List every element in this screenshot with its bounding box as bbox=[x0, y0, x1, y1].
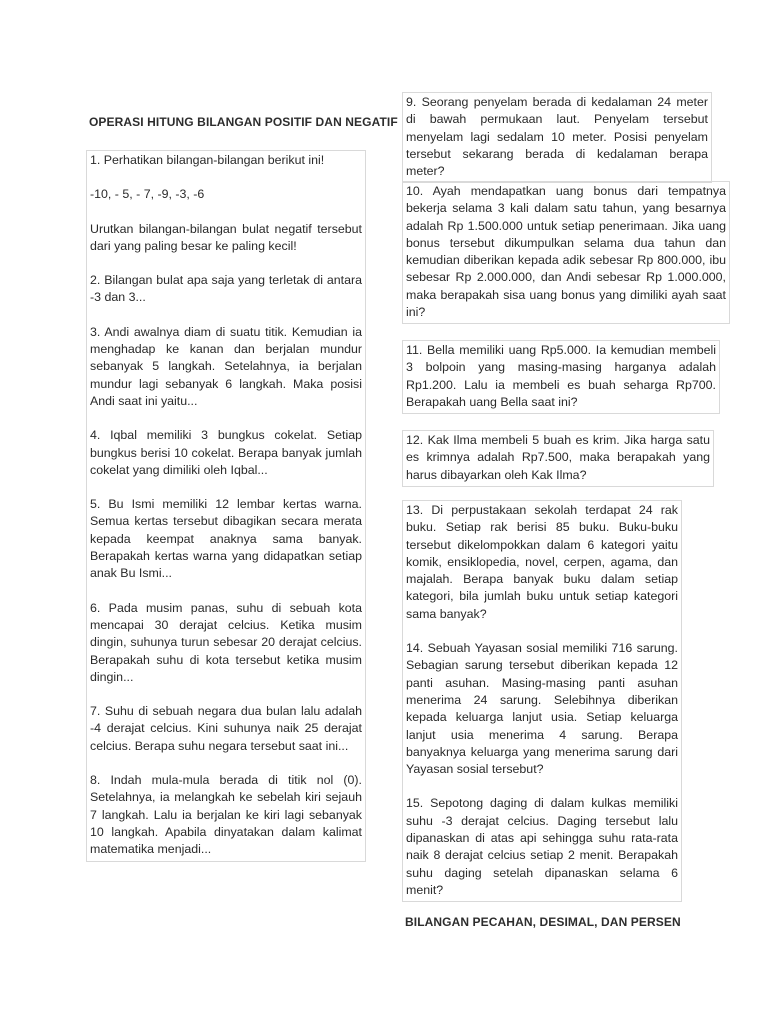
question-8: 8. Indah mula-mula berada di titik nol (0). Setelahnya, ia melangkah ke sebelah kiri sejauh 7 langkah. Lalu ia berjalan ke kiri lagi sebanyak 10 langkah. Apabila dinyatakan dalam kalimat matematika menjadi... bbox=[90, 773, 362, 857]
question-15: 15. Sepotong daging di dalam kulkas memiliki suhu -3 derajat celcius. Daging tersebut lalu dipanaskan di atas api sehingga suhu rata-rata naik 8 derajat celcius setiap 2 menit. Berapakah suhu daging setelah dipanaskan selama 6 menit? bbox=[406, 796, 678, 897]
question-11: 11. Bella memiliki uang Rp5.000. Ia kemudian membeli 3 bolpoin yang masing-masing harganya adalah Rp1.200. Lalu ia membeli es buah seharga Rp700. Berapakah uang Bella saat ini? bbox=[406, 343, 716, 409]
left-questions-box bbox=[86, 150, 366, 862]
question-1-numbers: -10, - 5, - 7, -9, -3, -6 bbox=[90, 187, 205, 202]
question-10: 10. Ayah mendapatkan uang bonus dari tempatnya bekerja selama 3 kali dalam satu tahun, yang besarnya adalah Rp 1.500.000 untuk setiap penerimaan. Jika uang bonus tersebut dikumpulkan selama dua tahun dan kemudian diberikan kepada adik sebesar Rp 800.000, ibu sebesar Rp 2.000.000, dan Andi sebesar Rp 1.000.000, maka berapakah sisa uang bonus yang dimiliki ayah saat ini? bbox=[406, 184, 726, 320]
question-4: 4. Iqbal memiliki 3 bungkus cokelat. Setiap bungkus berisi 10 cokelat. Berapa banyak jumlah cokelat yang dimiliki oleh Iqbal... bbox=[90, 428, 362, 477]
question-1-task: Urutkan bilangan-bilangan bulat negatif tersebut dari yang paling besar ke paling kecil! bbox=[90, 221, 362, 253]
question-3: 3. Andi awalnya diam di suatu titik. Kemudian ia menghadap ke kanan dan berjalan mundur sebanyak 5 langkah. Setelahnya, ia berjalan mundur lagi sebanyak 6 langkah. Maka posisi Andi saat ini yaitu... bbox=[90, 324, 362, 408]
question-1-intro: 1. Perhatikan bilangan-bilangan berikut ini! bbox=[90, 153, 325, 167]
right-section-heading: BILANGAN PECAHAN, DESIMAL, DAN PERSEN bbox=[405, 915, 681, 929]
question-6: 6. Pada musim panas, suhu di sebuah kota mencapai 30 derajat celcius. Ketika musim dingin, suhunya turun sebesar 20 derajat celcius. Berapakah suhu di kota tersebut ketika musim dingin... bbox=[90, 600, 362, 684]
question-13: 13. Di perpustakaan sekolah terdapat 24 rak buku. Setiap rak berisi 85 buku. Buku-buku tersebut dikelompokkan dalam 6 kategori yaitu komik, ensiklopedia, novel, cerpen, agama, dan majalah. Berapa banyak buku dalam setiap kategori, bila jumlah buku untuk setiap kategori sama banyak? bbox=[406, 503, 678, 621]
question-9: 9. Seorang penyelam berada di kedalaman 24 meter di bawah permukaan laut. Penyelam tersebut menyelam lagi sedalam 10 meter. Posisi penyelam tersebut sekarang berada di kedalaman berapa meter? bbox=[406, 95, 708, 179]
question-2: 2. Bilangan bulat apa saja yang terletak di antara -3 dan 3... bbox=[90, 273, 362, 305]
question-12-box bbox=[402, 430, 714, 487]
question-11-box bbox=[402, 340, 720, 414]
question-12: 12. Kak Ilma membeli 5 buah es krim. Jika harga satu es krimnya adalah Rp7.500, maka berapakah yang harus dibayarkan oleh Kak Ilma? bbox=[406, 433, 710, 482]
left-section-heading: OPERASI HITUNG BILANGAN POSITIF DAN NEGATIF bbox=[89, 115, 398, 129]
question-7: 7. Suhu di sebuah negara dua bulan lalu adalah -4 derajat celcius. Kini suhunya naik 25 derajat celcius. Berapa suhu negara tersebut saat ini... bbox=[90, 704, 362, 753]
questions-13-15-box bbox=[402, 500, 682, 902]
question-5: 5. Bu Ismi memiliki 12 lembar kertas warna. Semua kertas tersebut dibagikan secara merata kepada keempat anaknya sama banyak. Berapakah kertas warna yang didapatkan setiap anak Bu Ismi... bbox=[90, 497, 362, 581]
question-9-box bbox=[402, 92, 712, 183]
question-14: 14. Sebuah Yayasan sosial memiliki 716 sarung. Sebagian sarung tersebut diberikan kepada 12 panti asuhan. Masing-masing panti asuhan menerima 24 sarung. Selebihnya diberikan kepada keluarga lanjut usia. Setiap keluarga lanjut usia menerima 4 sarung. Berapa banyaknya keluarga yang menerima sarung dari Yayasan sosial tersebut? bbox=[406, 641, 678, 777]
question-10-box bbox=[402, 181, 730, 324]
